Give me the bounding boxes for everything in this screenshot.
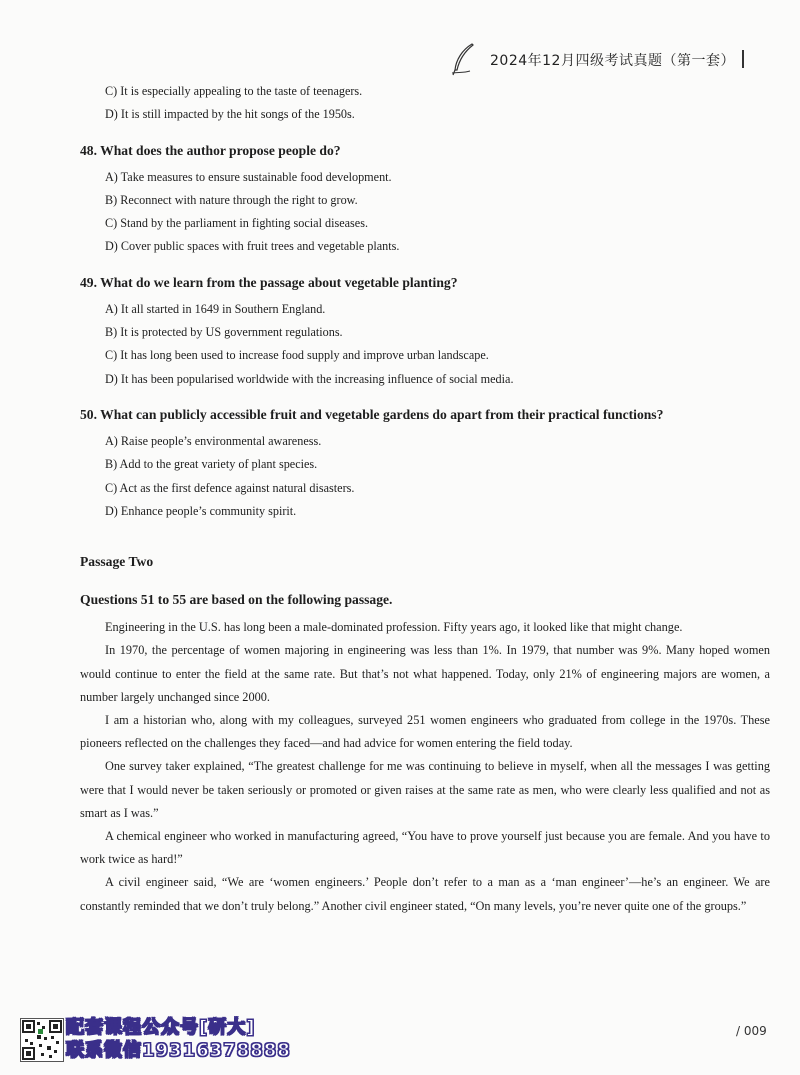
paragraph: One survey taker explained, “The greatest challenge for me was continuing to believe in myself, when all the messages I was getting were that I would never be taken seriously or promoted or given raises at the same rate as men, who were clearly less qualified and not as smart as I was.” [80,759,770,820]
option-a: A) Take measures to ensure sustainable food development. [105,169,392,184]
option-c: C) Stand by the parliament in fighting social diseases. [105,216,368,231]
page-content [80,80,770,918]
question-48-stem: 48. What does the author propose people do? [80,142,341,158]
option-b: B) Reconnect with nature through the right to grow. [105,192,358,207]
qr-code [20,1018,64,1062]
option-d: D) Cover public spaces with fruit trees and vegetable plants. [105,239,400,254]
passage-intro: Questions 51 to 55 are based on the following passage. [80,592,393,608]
option-a: A) It all started in 1649 in Southern England. [105,301,326,316]
promo-line-1: 配套课程公众号[研大] [66,1017,256,1038]
paragraph: I am a historian who, along with my colleagues, surveyed 251 women engineers who graduated from college in the 1970s. These pioneers reflected on the challenges they faced—and had advice for women entering the field today. [80,712,770,751]
question-50 [80,405,770,523]
option-c: C) It is especially appealing to the taste of teenagers. [105,84,363,98]
option-d: D) It has been popularised worldwide with the increasing influence of social media. [105,371,514,386]
page-header [450,42,770,78]
paragraph: A chemical engineer who worked in manufacturing agreed, “You have to prove yourself just because you are female. And you have to work twice as hard!” [80,828,770,867]
page-number: / 009 [736,1024,767,1038]
option-b: B) Add to the great variety of plant species. [105,457,318,472]
option-d: D) Enhance people’s community spirit. [105,503,297,518]
paragraph: In 1970, the percentage of women majoring in engineering was less than 1%. In 1979, that number was 9%. Many hoped women would continue to enter the field at the same rate. But that’s not what happened. Today, only 21% of engineering majors are women, a number largely unchanged since 2000. [80,643,770,704]
passage-title: Passage Two [80,554,154,570]
question-49 [80,273,770,391]
quill-icon [450,42,478,76]
question-47-tail [80,80,770,127]
question-50-stem: 50. What can publicly accessible fruit and vegetable gardens do apart from their practical functions? [80,406,664,422]
promo-banner [66,1016,291,1062]
header-title: 2024年12月四级考试真题（第一套） [490,53,735,69]
header-divider [742,50,744,68]
option-d: D) It is still impacted by the hit songs of the 1950s. [105,107,355,122]
paragraph: A civil engineer said, “We are ‘women engineers.’ People don’t refer to a man as a ‘man engineer’—he’s an engineer. We are constantly reminded that we don’t truly belong.” Another civil engineer stated, “On many levels, you’re never quite one of the groups.” [80,875,770,913]
option-a: A) Raise people’s environmental awareness. [105,433,322,448]
passage-body [80,616,770,918]
option-c: C) Act as the first defence against natural disasters. [105,480,355,495]
promo-line-2: 联系微信19316378888 [66,1040,291,1061]
option-c: C) It has long been used to increase food supply and improve urban landscape. [105,348,489,363]
question-48 [80,141,770,259]
question-49-stem: 49. What do we learn from the passage about vegetable planting? [80,274,458,290]
option-b: B) It is protected by US government regulations. [105,325,343,340]
paragraph: Engineering in the U.S. has long been a male-dominated profession. Fifty years ago, it looked like that might change. [105,620,683,635]
